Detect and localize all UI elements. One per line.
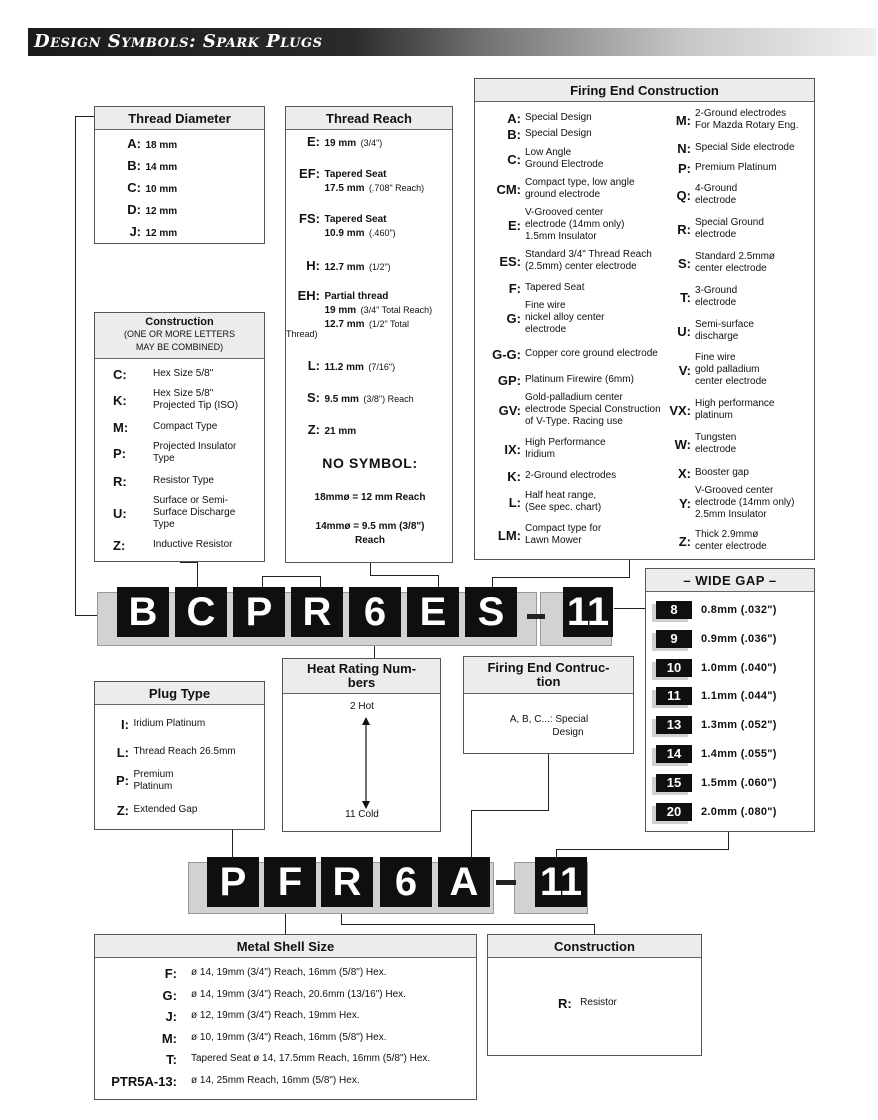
list-item xyxy=(653,108,798,132)
item-desc: Tapered Seat ø 14, 17.5mm Reach, 16mm (5/8") Hex. xyxy=(191,1053,431,1064)
item-desc: Special Ground electrode xyxy=(695,217,764,240)
item-desc: Booster gap xyxy=(695,467,749,478)
item-code: VX: xyxy=(669,403,691,418)
list-item xyxy=(653,432,736,456)
code-letter-tile: F xyxy=(264,857,316,907)
list-item xyxy=(475,126,592,144)
item-desc: Premium Platinum xyxy=(695,162,777,173)
metal-shell-title: Metal Shell Size xyxy=(95,935,476,958)
item-desc: ø 14, 19mm (3/4") Reach, 16mm (5/8") Hex. xyxy=(191,967,387,978)
gap-value: 1.5mm (.060") xyxy=(701,776,777,789)
item-code: CM: xyxy=(496,182,521,197)
list-item: K: Hex Size 5/8" Projected Tip (ISO) xyxy=(113,388,239,411)
gap-value: 0.8mm (.032") xyxy=(701,604,777,616)
list-item xyxy=(95,987,406,1005)
item-desc: Copper core ground electrode xyxy=(525,348,658,359)
thread-reach-box xyxy=(285,106,453,563)
list-item: P: Projected Insulator Type xyxy=(113,441,237,464)
thread-diameter-box xyxy=(94,106,265,244)
item-desc: Semi-surface discharge xyxy=(695,319,754,342)
construction-bottom-title: Construction xyxy=(488,935,701,958)
gap-value: 1.4mm (.055") xyxy=(701,748,777,760)
list-item xyxy=(475,207,624,243)
item-code: S: xyxy=(678,256,691,271)
item-code: PTR5A-13: xyxy=(111,1073,177,1089)
list-item xyxy=(475,490,601,514)
item-desc: ø 10, 19mm (3/4") Reach, 16mm (5/8") Hex. xyxy=(191,1031,387,1043)
item-desc: Special Side electrode xyxy=(695,142,795,153)
item-desc: V-Grooved center electrode (14mm only) 1.5mm Insulator xyxy=(525,207,625,242)
firing-end-small-title: Firing End Contruc- tion xyxy=(464,657,633,694)
gap-code-tile: 8 xyxy=(656,601,692,619)
gap-code-tile: 20 xyxy=(656,803,692,821)
list-item xyxy=(475,249,652,273)
list-item: J: 12 mm xyxy=(129,224,178,239)
list-item: C: 10 mm xyxy=(127,180,178,195)
item-desc: Fine wire gold palladium center electrode xyxy=(695,352,767,387)
item-code: B: xyxy=(507,127,521,142)
item-code: GV: xyxy=(498,403,521,418)
list-item xyxy=(475,437,606,461)
construction-subtitle: MAY BE COMBINED) xyxy=(135,342,224,352)
item-code: G: xyxy=(506,311,521,326)
list-item: L: Thread Reach 26.5mm xyxy=(116,745,236,760)
item-desc: 2-Ground electrodes For Mazda Rotary Eng. xyxy=(695,108,799,131)
construction-bottom-box xyxy=(487,934,702,1056)
firing-end-small-desc: A, B, C...: Special Design xyxy=(509,714,589,738)
item-code: X: xyxy=(678,466,691,481)
heat-rating-title: Heat Rating Num- bers xyxy=(283,659,440,694)
list-item xyxy=(653,398,774,422)
item-code: G: xyxy=(162,987,177,1003)
item-code: Z: xyxy=(678,534,691,549)
wide-gap-title: – WIDE GAP – xyxy=(646,569,814,592)
list-item xyxy=(653,217,764,241)
heat-range-arrow xyxy=(361,717,371,809)
gap-value: 0.9mm (.036") xyxy=(701,632,777,645)
code-letter-tile: 6 xyxy=(349,587,401,637)
thread-reach-title: Thread Reach xyxy=(286,107,452,130)
list-item xyxy=(653,183,737,207)
item-desc: Tungsten electrode xyxy=(695,432,737,455)
list-item xyxy=(475,177,635,201)
list-item xyxy=(475,280,585,298)
gap-code-tile: 11 xyxy=(656,687,692,705)
item-desc: High Performance Iridium xyxy=(525,437,606,460)
list-item: D: 12 mm xyxy=(127,202,178,217)
item-desc: 2-Ground electrodes xyxy=(525,470,617,481)
list-item xyxy=(653,529,767,553)
item-code: E: xyxy=(508,218,521,233)
list-item: FS: Tapered Seat 10.9 mm (.460") xyxy=(299,211,396,239)
item-desc: Compact type, low angle ground electrode xyxy=(525,177,635,200)
code-letter-tile: 6 xyxy=(380,857,432,907)
firing-end-small-box xyxy=(463,656,634,754)
list-item: Z: Inductive Resistor xyxy=(113,538,233,553)
list-item-continuation: Thread) xyxy=(286,329,318,339)
list-item: H: 12.7 mm (1/2") xyxy=(306,258,391,273)
list-item xyxy=(653,160,777,178)
item-desc: ø 14, 25mm Reach, 16mm (5/8") Hex. xyxy=(191,1074,360,1086)
firing-end-title: Firing End Construction xyxy=(475,79,814,102)
item-desc: Gold-palladium center electrode Special Construction of V-Type. Racing use xyxy=(525,392,661,427)
list-item: Z: 21 mm xyxy=(307,422,357,437)
list-item: Z: Extended Gap xyxy=(116,803,198,818)
list-item: EF: Tapered Seat 17.5 mm (.708" Reach) xyxy=(299,166,425,194)
item-desc: Special Design xyxy=(525,112,592,123)
item-desc: Standard 3/4" Thread Reach (2.5mm) center electrode xyxy=(525,249,652,272)
page-header xyxy=(28,28,876,56)
list-item: E: 19 mm (3/4") xyxy=(307,134,383,149)
list-item: EH: Partial thread 19 mm (3/4" Total Reach) 12.7 mm (1/2" Total xyxy=(297,288,433,330)
item-code: R: xyxy=(677,222,691,237)
item-code: V: xyxy=(678,363,691,378)
item-desc: Special Design xyxy=(525,128,592,139)
list-item xyxy=(653,319,754,343)
list-item: P: Premium Platinum xyxy=(116,769,174,792)
gap-value: 1.3mm (.052") xyxy=(701,719,777,732)
item-code: T: xyxy=(166,1052,177,1067)
list-item: A: 18 mm xyxy=(127,136,178,151)
no-symbol-note: 14mmø = 9.5 mm (3/8") Reach xyxy=(315,521,425,546)
list-item xyxy=(653,352,767,388)
item-code: Y: xyxy=(678,496,691,511)
gap-code-tile: 13 xyxy=(656,716,692,734)
item-desc: 3-Ground electrode xyxy=(695,285,738,308)
list-item xyxy=(653,485,794,521)
list-item: I: Iridium Platinum xyxy=(121,717,206,732)
construction-subtitle: (ONE OR MORE LETTERS xyxy=(123,329,235,339)
metal-shell-box xyxy=(94,934,477,1100)
list-item xyxy=(475,300,604,336)
list-item xyxy=(653,465,749,483)
no-symbol-heading: NO SYMBOL: xyxy=(322,455,418,471)
item-desc: ø 14, 19mm (3/4") Reach, 20.6mm (13/16") Hex. xyxy=(191,988,406,1000)
thread-diameter-title: Thread Diameter xyxy=(95,107,264,130)
list-item xyxy=(653,285,737,309)
gap-value: 1.0mm (.040") xyxy=(701,661,777,674)
list-item: C: Hex Size 5/8" xyxy=(113,367,214,382)
code-letter-tile: R xyxy=(291,587,343,637)
item-code: GP: xyxy=(497,373,521,388)
code-letter-tile: C xyxy=(175,587,227,637)
item-code: LM: xyxy=(497,528,521,543)
item-code: G-G: xyxy=(492,347,521,362)
list-item xyxy=(475,346,658,364)
list-item xyxy=(653,140,795,158)
no-symbol-note: 18mmø = 12 mm Reach xyxy=(314,492,426,503)
gap-code-tile: 9 xyxy=(656,630,692,648)
cold-label: 11 Cold xyxy=(345,809,379,820)
gap-code-tile: 10 xyxy=(656,659,692,677)
list-item xyxy=(95,1073,360,1091)
construction-box xyxy=(94,312,265,562)
item-code: K: xyxy=(507,469,521,484)
list-item xyxy=(475,372,634,390)
item-desc: Fine wire nickel alloy center electrode xyxy=(525,300,605,335)
item-desc: V-Grooved center electrode (14mm only) 2.5mm Insulator xyxy=(695,485,795,520)
page-title: Design Symbols: Spark Plugs xyxy=(34,31,323,52)
list-item xyxy=(95,1008,360,1026)
item-code: M: xyxy=(161,1030,177,1046)
list-item xyxy=(653,251,775,275)
item-desc: Compact type for Lawn Mower xyxy=(525,523,602,546)
item-code: N: xyxy=(677,141,691,156)
list-item xyxy=(95,965,387,983)
wide-gap-box xyxy=(645,568,815,832)
list-item xyxy=(475,392,661,428)
list-item: U:Surface or Semi- Surface Discharge Type xyxy=(113,495,236,530)
code-letter-tile: R xyxy=(321,857,373,907)
list-item xyxy=(475,523,601,547)
list-item xyxy=(95,1051,430,1069)
gap-value: 2.0mm (.080") xyxy=(701,805,777,818)
item-code: C: xyxy=(507,152,521,167)
list-item: R: Resistor Type xyxy=(113,474,214,489)
gap-tile: 11 xyxy=(563,587,613,637)
gap-value: 1.1mm (.044") xyxy=(701,690,777,703)
list-item: M: Compact Type xyxy=(113,420,218,435)
list-item: S: 9.5 mm (3/8") Reach xyxy=(307,390,414,405)
hot-label: 2 Hot xyxy=(350,701,374,712)
item-code: M: xyxy=(675,113,691,128)
item-desc: Platinum Firewire (6mm) xyxy=(525,374,634,385)
code-letter-tile: A xyxy=(438,857,490,907)
list-item: L: 11.2 mm (7/16") xyxy=(307,358,396,373)
item-code: A: xyxy=(507,111,521,126)
list-item xyxy=(475,147,603,171)
item-code: U: xyxy=(677,324,691,339)
heat-rating-box xyxy=(282,658,441,832)
plug-type-box xyxy=(94,681,265,830)
list-item xyxy=(95,1030,387,1048)
code-letter-tile: E xyxy=(407,587,459,637)
gap-code-tile: 15 xyxy=(656,774,692,792)
code-letter-tile: P xyxy=(233,587,285,637)
code-letter-tile: P xyxy=(207,857,259,907)
gap-tile: 11 xyxy=(535,857,587,907)
list-item: R: Resistor xyxy=(558,996,617,1011)
list-item xyxy=(475,468,616,486)
gap-code-tile: 14 xyxy=(656,745,692,763)
code-letter-tile: B xyxy=(117,587,169,637)
item-code: L: xyxy=(508,495,521,510)
firing-end-box xyxy=(474,78,815,560)
item-code: IX: xyxy=(504,442,521,457)
item-desc: Half heat range, (See spec. chart) xyxy=(525,490,602,513)
item-code: Q: xyxy=(676,188,691,203)
item-desc: ø 12, 19mm (3/4") Reach, 19mm Hex. xyxy=(191,1010,360,1021)
item-code: F: xyxy=(508,281,521,296)
item-desc: High performance platinum xyxy=(695,398,775,421)
item-code: ES: xyxy=(499,254,521,269)
item-code: T: xyxy=(680,290,691,305)
plug-type-title: Plug Type xyxy=(95,682,264,705)
item-code: W: xyxy=(674,437,691,452)
item-desc: Tapered Seat xyxy=(525,282,585,293)
construction-title: Construction xyxy=(145,316,214,328)
item-code: J: xyxy=(165,1009,177,1024)
code-letter-tile: S xyxy=(465,587,517,637)
item-code: F: xyxy=(164,966,177,981)
list-item: B: 14 mm xyxy=(127,158,178,173)
item-desc: Thick 2.9mmø center electrode xyxy=(695,529,767,552)
item-desc: Standard 2.5mmø center electrode xyxy=(695,251,776,274)
item-desc: 4-Ground electrode xyxy=(695,183,738,206)
item-code: P: xyxy=(678,161,691,176)
item-desc: Low Angle Ground Electrode xyxy=(525,147,604,170)
